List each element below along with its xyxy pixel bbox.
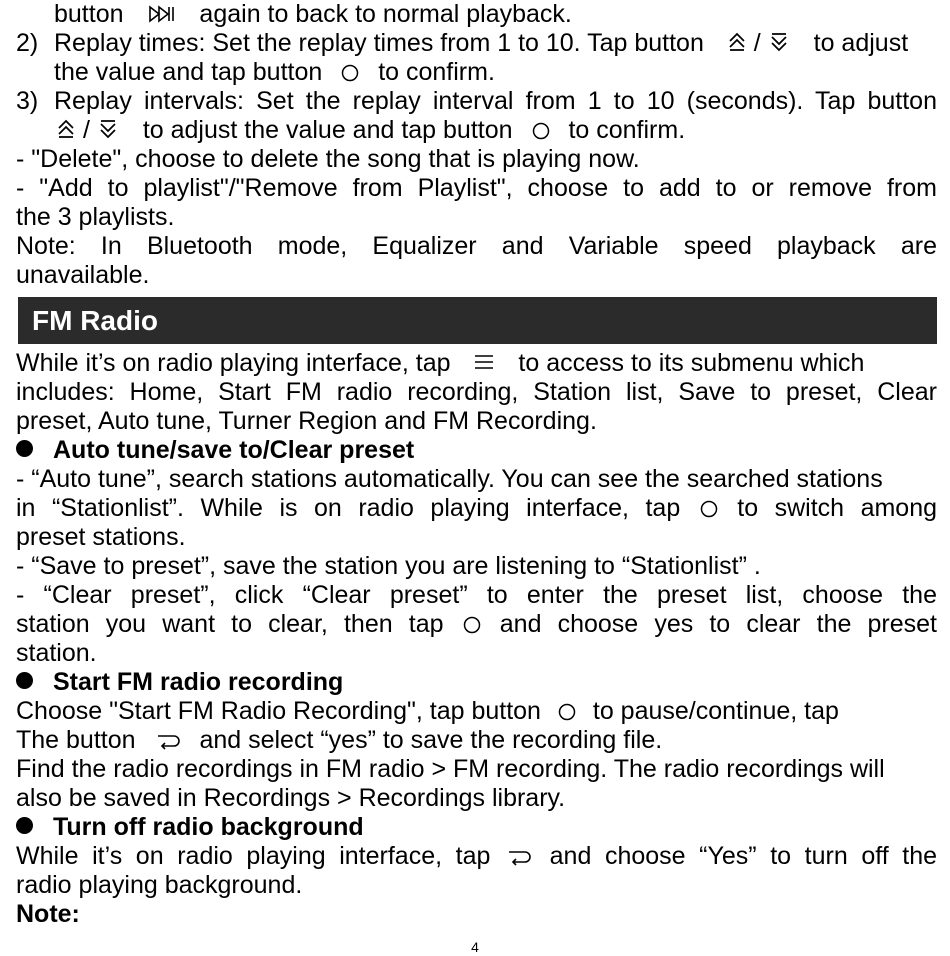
page-number: 4 <box>471 939 479 955</box>
circle-icon <box>700 496 718 525</box>
text-span: to adjust the value and tap button <box>142 116 513 144</box>
heading-text: Start FM radio recording <box>53 668 344 696</box>
section-header <box>18 297 937 344</box>
text-line <box>54 58 937 87</box>
text-span: Choose "Start FM Radio Recording", tap button <box>16 697 541 725</box>
text-span: to switch among <box>737 494 938 522</box>
text-line: Find the radio recordings in FM radio > FM recording. The radio recordings will <box>16 755 885 783</box>
text-span: in “Stationlist”. While is on radio playing interface, tap <box>16 494 681 522</box>
text-line: - "Delete", choose to delete the song that is playing now. <box>16 145 640 173</box>
text-line <box>16 726 937 755</box>
text-span: the value and tap button <box>54 58 323 86</box>
text-line: - “Clear preset”, click “Clear preset” to enter the preset list, choose the <box>16 581 937 609</box>
text-line: also be saved in Recordings > Recordings library. <box>16 784 566 812</box>
bullet-heading <box>16 436 937 465</box>
text-span: / <box>753 29 761 57</box>
down-icon <box>98 118 118 147</box>
text-line <box>16 87 937 116</box>
text-span: button <box>54 0 124 28</box>
text-span: station you want to clear, then tap <box>16 610 444 638</box>
text-span: to access to its submenu which <box>518 349 865 377</box>
circle-icon <box>532 118 550 147</box>
skip-icon <box>148 2 178 31</box>
text-span: to adjust <box>813 29 909 57</box>
bullet-heading <box>16 813 937 842</box>
menu-icon <box>473 349 495 378</box>
text-span: / <box>82 116 90 144</box>
text-span: The button <box>16 726 136 754</box>
text-line <box>16 697 937 726</box>
back-icon <box>507 844 533 873</box>
text-line <box>54 0 937 29</box>
text-span: to confirm. <box>568 116 686 144</box>
text-line: Note: In Bluetooth mode, Equalizer and Variable speed playback are <box>16 232 937 260</box>
text-line: unavailable. <box>16 261 150 289</box>
section-title: FM Radio <box>32 305 158 336</box>
text-span: Replay intervals: Set the replay interval from 1 to 10 (seconds). Tap button <box>54 87 937 115</box>
text-span: and choose “Yes” to turn off the <box>549 842 938 870</box>
text-line: - “Save to preset”, save the station you are listening to “Stationlist” . <box>16 552 761 580</box>
text-line: - “Auto tune”, search stations automatically. You can see the searched stations <box>16 465 883 493</box>
bullet-icon <box>16 672 33 689</box>
text-span: While it’s on radio playing interface, tap <box>16 349 451 377</box>
list-number: 2) <box>16 29 39 57</box>
text-span: and choose yes to clear the preset <box>499 610 937 638</box>
text-line <box>16 494 937 523</box>
down-icon <box>769 31 789 60</box>
circle-icon <box>341 60 359 89</box>
circle-icon <box>463 612 481 641</box>
heading-text: Turn off radio background <box>53 813 364 841</box>
back-icon <box>156 728 182 757</box>
text-line: - "Add to playlist"/"Remove from Playlist", choose to add to or remove from <box>16 174 937 202</box>
list-number: 3) <box>16 87 39 115</box>
text-line: preset, Auto tune, Turner Region and FM Recording. <box>16 407 597 435</box>
note-label: Note: <box>16 900 80 928</box>
bullet-icon <box>16 440 33 457</box>
text-line: radio playing background. <box>16 871 303 899</box>
text-line <box>54 116 937 145</box>
text-span: again to back to normal playback. <box>199 0 572 28</box>
text-line <box>16 842 937 871</box>
text-line <box>16 29 937 58</box>
text-line: includes: Home, Start FM radio recording, Station list, Save to preset, Clear <box>16 378 937 406</box>
text-span: While it’s on radio playing interface, tap <box>16 842 491 870</box>
text-span: and select “yes” to save the recording file. <box>199 726 663 754</box>
bullet-icon <box>16 817 33 834</box>
text-line: preset stations. <box>16 523 186 551</box>
up-icon <box>727 31 747 60</box>
text-span: to pause/continue, tap <box>592 697 839 725</box>
text-line: station. <box>16 639 97 667</box>
text-span: to confirm. <box>378 58 495 86</box>
text-span: Replay times: Set the replay times from 1 to 10. Tap button <box>54 29 704 57</box>
text-line <box>16 349 937 378</box>
text-line <box>16 610 937 639</box>
text-line: the 3 playlists. <box>16 203 175 231</box>
circle-icon <box>558 699 576 728</box>
heading-text: Auto tune/save to/Clear preset <box>53 436 415 464</box>
bullet-heading <box>16 668 937 697</box>
up-icon <box>56 118 76 147</box>
